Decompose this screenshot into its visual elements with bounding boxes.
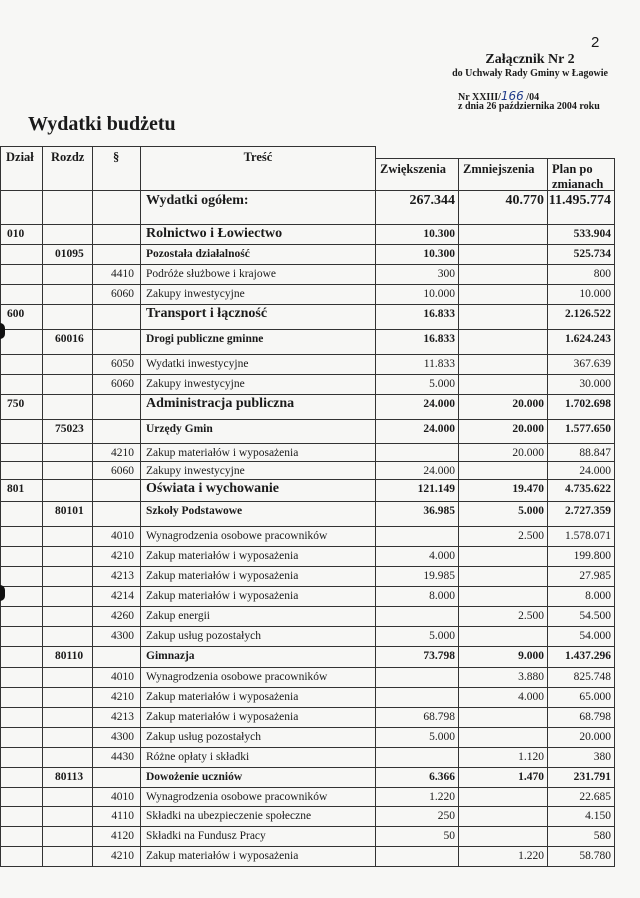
cell-paragraph [92, 304, 141, 330]
cell-zmniejszenia: 1.470 [458, 767, 548, 788]
attachment-subtitle: do Uchwały Rady Gminy w Łagowie [452, 68, 608, 79]
cell-zwiekszenia [375, 667, 459, 688]
cell-zwiekszenia: 250 [375, 806, 459, 827]
cell-zmniejszenia: 4.000 [458, 687, 548, 708]
total-zwiekszenia: 267.344 [375, 190, 459, 225]
cell-zwiekszenia: 24.000 [375, 461, 459, 480]
cell-paragraph: 4300 [92, 626, 141, 647]
cell-plan: 24.000 [547, 461, 615, 480]
cell-rozdz [42, 461, 93, 480]
cell-paragraph: 4010 [92, 787, 141, 807]
cell-dzial [0, 606, 43, 627]
cell-zmniejszenia [458, 806, 548, 827]
cell-dzial [0, 244, 43, 265]
cell-zwiekszenia [375, 747, 459, 768]
cell-paragraph: 4210 [92, 687, 141, 708]
cell-dzial [0, 586, 43, 607]
cell-zwiekszenia: 68.798 [375, 707, 459, 728]
cell-tresc: Wynagrodzenia osobowe pracowników [140, 787, 376, 807]
header-dzial: Dział [0, 146, 43, 191]
cell-tresc: Oświata i wychowanie [140, 479, 376, 502]
cell-zwiekszenia: 73.798 [375, 646, 459, 668]
cell-dzial [0, 687, 43, 708]
cell-tresc: Składki na ubezpieczenie społeczne [140, 806, 376, 827]
cell-zwiekszenia: 4.000 [375, 546, 459, 567]
cell-zwiekszenia: 1.220 [375, 787, 459, 807]
cell-paragraph: 4300 [92, 727, 141, 748]
cell-rozdz [42, 606, 93, 627]
cell-dzial [0, 747, 43, 768]
cell-plan: 20.000 [547, 727, 615, 748]
cell-rozdz [42, 707, 93, 728]
cell-plan: 231.791 [547, 767, 615, 788]
cell-paragraph: 4210 [92, 443, 141, 462]
resolution-date: z dnia 26 października 2004 roku [458, 101, 600, 112]
cell-zwiekszenia [375, 526, 459, 547]
cell-zwiekszenia: 10.000 [375, 284, 459, 305]
cell-dzial [0, 707, 43, 728]
header-zmniejszenia: Zmniejszenia [458, 158, 548, 191]
cell-zwiekszenia: 19.985 [375, 566, 459, 587]
cell-plan: 4.150 [547, 806, 615, 827]
cell-plan: 533.904 [547, 224, 615, 245]
cell-dzial [0, 546, 43, 567]
cell-plan: 30.000 [547, 374, 615, 395]
cell-rozdz [42, 443, 93, 462]
cell-dzial [0, 461, 43, 480]
cell-tresc: Wynagrodzenia osobowe pracowników [140, 667, 376, 688]
header-zwiekszenia: Zwiększenia [375, 158, 459, 191]
cell-plan: 1.624.243 [547, 329, 615, 355]
cell-dzial [0, 329, 43, 355]
cell-plan: 825.748 [547, 667, 615, 688]
cell-zmniejszenia [458, 586, 548, 607]
cell-zmniejszenia: 1.220 [458, 846, 548, 867]
cell-tresc: Zakup materiałów i wyposażenia [140, 687, 376, 708]
cell-zmniejszenia [458, 329, 548, 355]
cell-plan: 525.734 [547, 244, 615, 265]
total-paragraph [92, 190, 141, 225]
page-number: 2 [591, 34, 600, 51]
cell-dzial [0, 374, 43, 395]
cell-rozdz [42, 566, 93, 587]
cell-zmniejszenia [458, 546, 548, 567]
cell-dzial [0, 646, 43, 668]
cell-paragraph [92, 501, 141, 527]
cell-dzial [0, 787, 43, 807]
cell-paragraph [92, 419, 141, 444]
cell-plan: 4.735.622 [547, 479, 615, 502]
cell-rozdz [42, 626, 93, 647]
cell-zmniejszenia [458, 787, 548, 807]
cell-dzial: 750 [0, 394, 43, 420]
total-label: Wydatki ogółem: [140, 190, 376, 225]
cell-plan: 199.800 [547, 546, 615, 567]
cell-plan: 65.000 [547, 687, 615, 708]
cell-plan: 54.500 [547, 606, 615, 627]
cell-dzial [0, 667, 43, 688]
document-title: Wydatki budżetu [28, 113, 176, 135]
cell-plan: 27.985 [547, 566, 615, 587]
cell-rozdz [42, 224, 93, 245]
cell-paragraph: 4430 [92, 747, 141, 768]
cell-plan: 8.000 [547, 586, 615, 607]
cell-rozdz [42, 374, 93, 395]
cell-dzial: 600 [0, 304, 43, 330]
cell-tresc: Pozostała działalność [140, 244, 376, 265]
cell-rozdz: 01095 [42, 244, 93, 265]
cell-dzial [0, 566, 43, 587]
cell-zwiekszenia [375, 846, 459, 867]
cell-zmniejszenia: 2.500 [458, 526, 548, 547]
cell-zmniejszenia: 20.000 [458, 394, 548, 420]
cell-tresc: Składki na Fundusz Pracy [140, 826, 376, 847]
cell-zmniejszenia [458, 826, 548, 847]
cell-tresc: Wynagrodzenia osobowe pracowników [140, 526, 376, 547]
cell-paragraph: 4010 [92, 667, 141, 688]
cell-zmniejszenia [458, 374, 548, 395]
cell-zmniejszenia [458, 626, 548, 647]
cell-tresc: Zakup materiałów i wyposażenia [140, 443, 376, 462]
cell-zmniejszenia: 2.500 [458, 606, 548, 627]
cell-zmniejszenia: 20.000 [458, 443, 548, 462]
cell-zmniejszenia [458, 284, 548, 305]
cell-paragraph [92, 244, 141, 265]
cell-zwiekszenia: 11.833 [375, 354, 459, 375]
cell-zmniejszenia [458, 354, 548, 375]
cell-paragraph: 4010 [92, 526, 141, 547]
header-rozdz: Rozdz [42, 146, 93, 191]
cell-tresc: Szkoły Podstawowe [140, 501, 376, 527]
cell-tresc: Urzędy Gmin [140, 419, 376, 444]
resolution-number-prefix: Nr XXIII/ [458, 92, 501, 103]
cell-zwiekszenia: 8.000 [375, 586, 459, 607]
cell-rozdz [42, 846, 93, 867]
cell-paragraph [92, 224, 141, 245]
cell-rozdz [42, 479, 93, 502]
cell-rozdz [42, 526, 93, 547]
cell-paragraph: 4110 [92, 806, 141, 827]
cell-paragraph [92, 479, 141, 502]
cell-dzial [0, 284, 43, 305]
cell-plan: 367.639 [547, 354, 615, 375]
cell-dzial [0, 826, 43, 847]
cell-tresc: Zakup materiałów i wyposażenia [140, 546, 376, 567]
cell-tresc: Zakupy inwestycyjne [140, 461, 376, 480]
header-plan-line1: Plan po [552, 162, 593, 176]
cell-zmniejszenia [458, 727, 548, 748]
header-tresc: Treść [140, 146, 376, 191]
cell-rozdz [42, 304, 93, 330]
cell-tresc: Zakup materiałów i wyposażenia [140, 566, 376, 587]
cell-rozdz: 80110 [42, 646, 93, 668]
cell-paragraph: 6060 [92, 461, 141, 480]
cell-plan: 22.685 [547, 787, 615, 807]
cell-zmniejszenia [458, 707, 548, 728]
cell-tresc: Zakupy inwestycyjne [140, 374, 376, 395]
cell-zmniejszenia [458, 264, 548, 285]
cell-plan: 1.437.296 [547, 646, 615, 668]
cell-zwiekszenia: 5.000 [375, 626, 459, 647]
cell-tresc: Zakupy inwestycyjne [140, 284, 376, 305]
cell-zwiekszenia: 24.000 [375, 394, 459, 420]
cell-dzial: 801 [0, 479, 43, 502]
cell-plan: 1.578.071 [547, 526, 615, 547]
cell-zmniejszenia: 9.000 [458, 646, 548, 668]
binder-hole-mark [0, 585, 5, 601]
cell-tresc: Zakup usług pozostałych [140, 727, 376, 748]
cell-paragraph: 4214 [92, 586, 141, 607]
cell-dzial: 010 [0, 224, 43, 245]
cell-dzial [0, 626, 43, 647]
cell-rozdz: 80113 [42, 767, 93, 788]
cell-tresc: Rolnictwo i Łowiectwo [140, 224, 376, 245]
cell-zwiekszenia [375, 443, 459, 462]
cell-paragraph [92, 646, 141, 668]
cell-zwiekszenia: 16.833 [375, 304, 459, 330]
cell-tresc: Podróże służbowe i krajowe [140, 264, 376, 285]
cell-rozdz: 80101 [42, 501, 93, 527]
cell-dzial [0, 264, 43, 285]
cell-zmniejszenia: 3.880 [458, 667, 548, 688]
cell-dzial [0, 727, 43, 748]
cell-zwiekszenia: 121.149 [375, 479, 459, 502]
cell-rozdz [42, 354, 93, 375]
cell-tresc: Transport i łączność [140, 304, 376, 330]
cell-rozdz [42, 264, 93, 285]
header-plan-line2: zmianach [552, 177, 604, 191]
cell-plan: 800 [547, 264, 615, 285]
cell-zmniejszenia [458, 566, 548, 587]
total-rozdz [42, 190, 93, 225]
cell-rozdz [42, 727, 93, 748]
cell-tresc: Różne opłaty i składki [140, 747, 376, 768]
total-dzial [0, 190, 43, 225]
cell-zwiekszenia: 50 [375, 826, 459, 847]
cell-rozdz [42, 394, 93, 420]
cell-paragraph [92, 394, 141, 420]
cell-rozdz [42, 667, 93, 688]
cell-tresc: Wydatki inwestycyjne [140, 354, 376, 375]
cell-dzial [0, 846, 43, 867]
cell-zwiekszenia: 24.000 [375, 419, 459, 444]
cell-tresc: Zakup materiałów i wyposażenia [140, 707, 376, 728]
cell-rozdz [42, 806, 93, 827]
cell-plan: 58.780 [547, 846, 615, 867]
cell-zmniejszenia: 5.000 [458, 501, 548, 527]
cell-zmniejszenia: 19.470 [458, 479, 548, 502]
cell-paragraph: 4210 [92, 546, 141, 567]
cell-paragraph: 4410 [92, 264, 141, 285]
cell-plan: 10.000 [547, 284, 615, 305]
cell-zwiekszenia: 10.300 [375, 244, 459, 265]
cell-zwiekszenia: 5.000 [375, 374, 459, 395]
cell-tresc: Gimnazja [140, 646, 376, 668]
cell-paragraph: 4210 [92, 846, 141, 867]
cell-paragraph: 6060 [92, 374, 141, 395]
cell-zmniejszenia: 20.000 [458, 419, 548, 444]
cell-plan: 54.000 [547, 626, 615, 647]
cell-dzial [0, 767, 43, 788]
total-plan: 11.495.774 [547, 190, 615, 225]
cell-zwiekszenia: 16.833 [375, 329, 459, 355]
cell-zwiekszenia [375, 606, 459, 627]
cell-rozdz: 60016 [42, 329, 93, 355]
resolution-number-handwritten: 166 [500, 89, 524, 103]
cell-tresc: Dowożenie uczniów [140, 767, 376, 788]
total-zmniejszenia: 40.770 [458, 190, 548, 225]
cell-plan: 580 [547, 826, 615, 847]
cell-tresc: Zakup energii [140, 606, 376, 627]
header-plan [547, 158, 615, 191]
cell-rozdz [42, 826, 93, 847]
cell-zwiekszenia [375, 687, 459, 708]
cell-rozdz [42, 747, 93, 768]
cell-plan: 1.702.698 [547, 394, 615, 420]
cell-zmniejszenia [458, 461, 548, 480]
cell-zmniejszenia: 1.120 [458, 747, 548, 768]
cell-dzial [0, 501, 43, 527]
cell-dzial [0, 526, 43, 547]
cell-paragraph: 4260 [92, 606, 141, 627]
cell-tresc: Zakup usług pozostałych [140, 626, 376, 647]
cell-zwiekszenia: 36.985 [375, 501, 459, 527]
cell-paragraph: 4213 [92, 707, 141, 728]
cell-paragraph [92, 767, 141, 788]
cell-paragraph: 6060 [92, 284, 141, 305]
cell-dzial [0, 443, 43, 462]
cell-paragraph: 4120 [92, 826, 141, 847]
cell-paragraph: 6050 [92, 354, 141, 375]
cell-plan: 2.126.522 [547, 304, 615, 330]
cell-zwiekszenia: 10.300 [375, 224, 459, 245]
cell-tresc: Zakup materiałów i wyposażenia [140, 586, 376, 607]
cell-rozdz [42, 586, 93, 607]
cell-tresc: Administracja publiczna [140, 394, 376, 420]
cell-zmniejszenia [458, 224, 548, 245]
cell-zwiekszenia: 5.000 [375, 727, 459, 748]
cell-plan: 380 [547, 747, 615, 768]
cell-plan: 1.577.650 [547, 419, 615, 444]
cell-plan: 88.847 [547, 443, 615, 462]
cell-zwiekszenia: 6.366 [375, 767, 459, 788]
cell-tresc: Zakup materiałów i wyposażenia [140, 846, 376, 867]
cell-plan: 68.798 [547, 707, 615, 728]
attachment-title: Załącznik Nr 2 [485, 52, 575, 67]
cell-rozdz [42, 787, 93, 807]
cell-dzial [0, 419, 43, 444]
cell-zmniejszenia [458, 244, 548, 265]
cell-dzial [0, 806, 43, 827]
cell-zwiekszenia: 300 [375, 264, 459, 285]
cell-tresc: Drogi publiczne gminne [140, 329, 376, 355]
cell-paragraph: 4213 [92, 566, 141, 587]
header-paragraph: § [92, 146, 141, 191]
cell-rozdz: 75023 [42, 419, 93, 444]
binder-hole-mark [0, 323, 5, 339]
cell-dzial [0, 354, 43, 375]
cell-rozdz [42, 546, 93, 567]
cell-paragraph [92, 329, 141, 355]
cell-rozdz [42, 284, 93, 305]
resolution-number-suffix: /04 [523, 92, 540, 103]
cell-rozdz [42, 687, 93, 708]
cell-zmniejszenia [458, 304, 548, 330]
cell-plan: 2.727.359 [547, 501, 615, 527]
